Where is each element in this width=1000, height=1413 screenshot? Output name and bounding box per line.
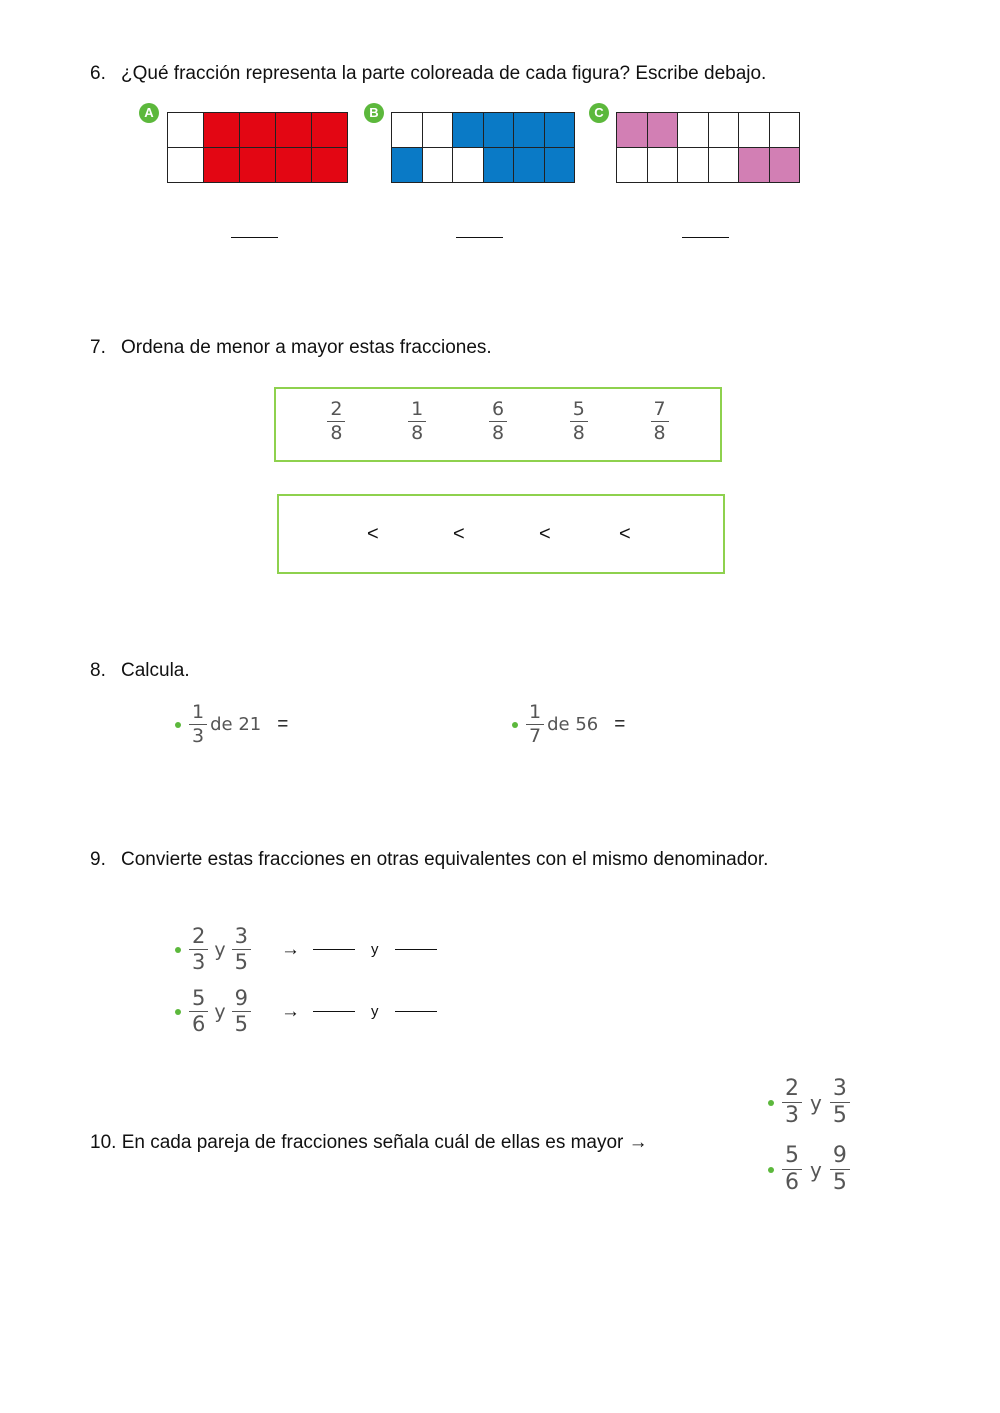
empty-cell [647,148,678,183]
empty-cell [739,113,770,148]
fraction: $\frac{2}{8}$ [327,400,345,443]
shaded-cell [514,148,545,183]
fractions-box [274,387,722,462]
shaded-cell [769,148,800,183]
empty-cell [617,148,648,183]
question-number: 9. [90,849,106,870]
figure-c-grid [616,112,800,183]
answer-line[interactable] [313,949,355,950]
arrow-icon: → [281,938,300,960]
fraction: $\frac{9}{5}$ [232,988,251,1035]
less-than-symbol: < [367,523,379,545]
question-number: 8. [90,660,106,681]
fraction: $\frac{1}{3}$ [189,703,207,746]
empty-cell [392,113,423,148]
bullet-icon [768,1100,774,1106]
shaded-cell [204,113,240,148]
empty-cell [422,113,453,148]
fraction: $\frac{2}{3}$ [189,926,208,973]
shaded-cell [453,113,484,148]
and-text: y [810,1090,822,1115]
shaded-cell [514,113,545,148]
arrow-icon: → [281,1000,300,1022]
of-text: de 56 [547,714,599,735]
shaded-cell [647,113,678,148]
fraction: $\frac{5}{6}$ [189,988,208,1035]
compare-row-2[interactable] [768,1145,850,1194]
fraction: $\frac{6}{8}$ [489,400,507,443]
fraction: $\frac{7}{8}$ [651,400,669,443]
bullet-icon [175,947,181,953]
and-text: y [371,1003,379,1020]
fraction: $\frac{5}{8}$ [570,400,588,443]
shaded-cell [483,148,514,183]
fraction: $\frac{1}{8}$ [408,400,426,443]
fraction: $\frac{1}{7}$ [526,703,544,746]
fraction[interactable]: $\frac{5}{6}$ [782,1145,802,1194]
question-10 [90,1132,648,1154]
fraction[interactable]: $\frac{2}{3}$ [782,1078,802,1127]
empty-cell [453,148,484,183]
less-than-symbol: < [453,523,465,545]
empty-cell [422,148,453,183]
answer-line-b[interactable] [456,237,503,238]
empty-cell [678,113,709,148]
question-number: 7. [90,337,106,358]
shaded-cell [240,113,276,148]
order-answer-box[interactable] [277,494,725,574]
question-text: Convierte estas fracciones en otras equivalentes con el mismo denominador. [121,849,769,870]
empty-cell [168,148,204,183]
shaded-cell [483,113,514,148]
question-text: En cada pareja de fracciones señala cuál de ellas es mayor → [121,1132,648,1153]
and-text: y [214,938,226,961]
and-text: y [810,1157,822,1182]
bullet-icon [512,722,518,728]
answer-line[interactable] [395,949,437,950]
and-text: y [371,941,379,958]
question-7 [90,337,492,359]
answer-line-a[interactable] [231,237,278,238]
shaded-cell [276,148,312,183]
shaded-cell [276,113,312,148]
compare-row-1[interactable] [768,1078,850,1127]
question-number: 6. [90,63,106,84]
shaded-cell [392,148,423,183]
shaded-cell [544,148,575,183]
fraction[interactable]: $\frac{3}{5}$ [830,1078,850,1127]
shaded-cell [544,113,575,148]
equiv-row-2 [175,988,437,1035]
question-9 [90,849,768,871]
shaded-cell [312,148,348,183]
empty-cell [708,148,739,183]
calc-item-1 [175,703,288,746]
figure-c-badge: C [589,103,609,123]
equals-sign: = [277,713,289,735]
shaded-cell [240,148,276,183]
empty-cell [708,113,739,148]
calc-item-2 [512,703,625,746]
figure-a-grid [167,112,348,183]
shaded-cell [617,113,648,148]
and-text: y [214,1000,226,1023]
of-text: de 21 [210,714,262,735]
figure-b-grid [391,112,575,183]
equals-sign: = [614,713,626,735]
bullet-icon [175,1009,181,1015]
answer-line[interactable] [395,1011,437,1012]
shaded-cell [204,148,240,183]
shaded-cell [739,148,770,183]
answer-line-c[interactable] [682,237,729,238]
equiv-row-1 [175,926,437,973]
question-text: ¿Qué fracción representa la parte coloreada de cada figura? Escribe debajo. [121,63,767,84]
empty-cell [168,113,204,148]
fraction[interactable]: $\frac{9}{5}$ [830,1145,850,1194]
shaded-cell [312,113,348,148]
answer-line[interactable] [313,1011,355,1012]
less-than-symbol: < [619,523,631,545]
question-6 [90,63,766,85]
question-8 [90,660,190,682]
question-text: Ordena de menor a mayor estas fracciones. [121,337,492,358]
question-number: 10. [90,1132,117,1153]
fraction: $\frac{3}{5}$ [232,926,251,973]
bullet-icon [768,1167,774,1173]
bullet-icon [175,722,181,728]
empty-cell [769,113,800,148]
figure-b-badge: B [364,103,384,123]
less-than-symbol: < [539,523,551,545]
question-text: Calcula. [121,660,190,681]
figure-a-badge: A [139,103,159,123]
empty-cell [678,148,709,183]
